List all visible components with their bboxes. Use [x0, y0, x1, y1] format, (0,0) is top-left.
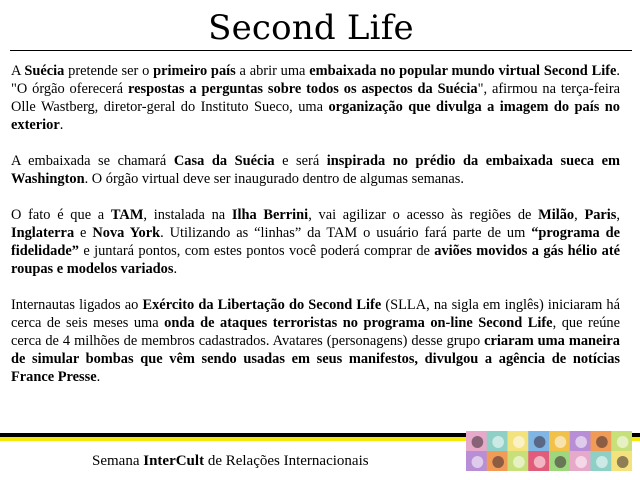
title-divider [10, 50, 632, 51]
paragraph-1 [11, 62, 620, 134]
bold-text-run: TAM [110, 207, 144, 223]
text-run: . [96, 369, 101, 385]
bold-text-run: onda de ataques terroristas no programa on-line Second Life [164, 315, 553, 331]
text-run: . [59, 117, 64, 133]
bold-text-run: Paris [584, 207, 617, 223]
text-run: , vai agilizar o acesso às regiões de [308, 207, 539, 223]
bold-text-run: Milão [538, 207, 575, 223]
text-run: Internautas ligados ao [11, 297, 143, 313]
paragraph-3 [11, 206, 620, 278]
text-run: e [74, 225, 93, 241]
bold-text-run: aviões movidos a gás hélio até roupas e modelos variados [11, 243, 620, 277]
text-run: A [11, 63, 25, 79]
text-run: , [574, 207, 585, 223]
text-run: (SLLA, na sigla em inglês) iniciaram há cerca de seis meses uma [11, 297, 620, 331]
text-run: , que reúne cerca de 4 milhões de membros cadastrados. Avatares (personagens) desse grupo [11, 315, 620, 349]
text-run: A embaixada se chamará [11, 153, 174, 169]
text-run: . Utilizando as “linhas” da TAM o usuário fará parte de um [160, 225, 532, 241]
text-run: . "O órgão oferecerá [11, 63, 620, 97]
text-run: ", afirmou na terça-feira Olle Wastberg, diretor-geral do Instituto Sueco, uma [11, 81, 620, 115]
bold-text-run: criaram uma maneira de simular bombas que vêm sendo usadas em seus manifestos, divulgou a agência de notícias France Presse [11, 333, 620, 385]
page-title: Second Life [208, 8, 414, 48]
footer-suffix: de Relações Internacionais [204, 453, 369, 469]
bold-text-run: Ilha Berrini [231, 207, 309, 223]
decorative-mosaic-image [466, 431, 632, 471]
bold-text-run: embaixada no popular mundo virtual Second Life [309, 63, 617, 79]
text-run: a abrir uma [235, 63, 310, 79]
text-run: . [173, 261, 178, 277]
bold-text-run: organização que divulga a imagem do país no exterior [11, 99, 620, 133]
footer-caption [92, 452, 369, 470]
bold-text-run: respostas a perguntas sobre todos os aspectos da Suécia [127, 81, 478, 97]
text-run: , [616, 207, 621, 223]
paragraph-4 [11, 296, 620, 386]
text-run: pretende ser o [64, 63, 154, 79]
text-run: e juntará pontos, com estes pontos você poderá comprar de [78, 243, 435, 259]
bold-text-run: Casa da Suécia [173, 153, 275, 169]
bold-text-run: Suécia [24, 63, 65, 79]
footer-prefix: Semana [92, 453, 144, 469]
bold-text-run: inspirada no prédio da embaixada sueca em Washington [11, 153, 620, 187]
bold-text-run: Nova York [92, 225, 161, 241]
bold-text-run: primeiro país [153, 63, 236, 79]
bold-text-run: “programa de fidelidade” [11, 225, 620, 259]
paragraph-2 [11, 152, 620, 188]
bold-text-run: Inglaterra [11, 225, 75, 241]
article-body [11, 62, 620, 404]
bold-text-run: Exército da Libertação do Second Life [142, 297, 382, 313]
footer-brand: InterCult [143, 453, 205, 469]
text-run: e será [274, 153, 327, 169]
text-run: . O órgão virtual deve ser inaugurado dentro de algumas semanas. [84, 171, 464, 187]
text-run: , instalada na [143, 207, 232, 223]
text-run: O fato é que a [11, 207, 111, 223]
